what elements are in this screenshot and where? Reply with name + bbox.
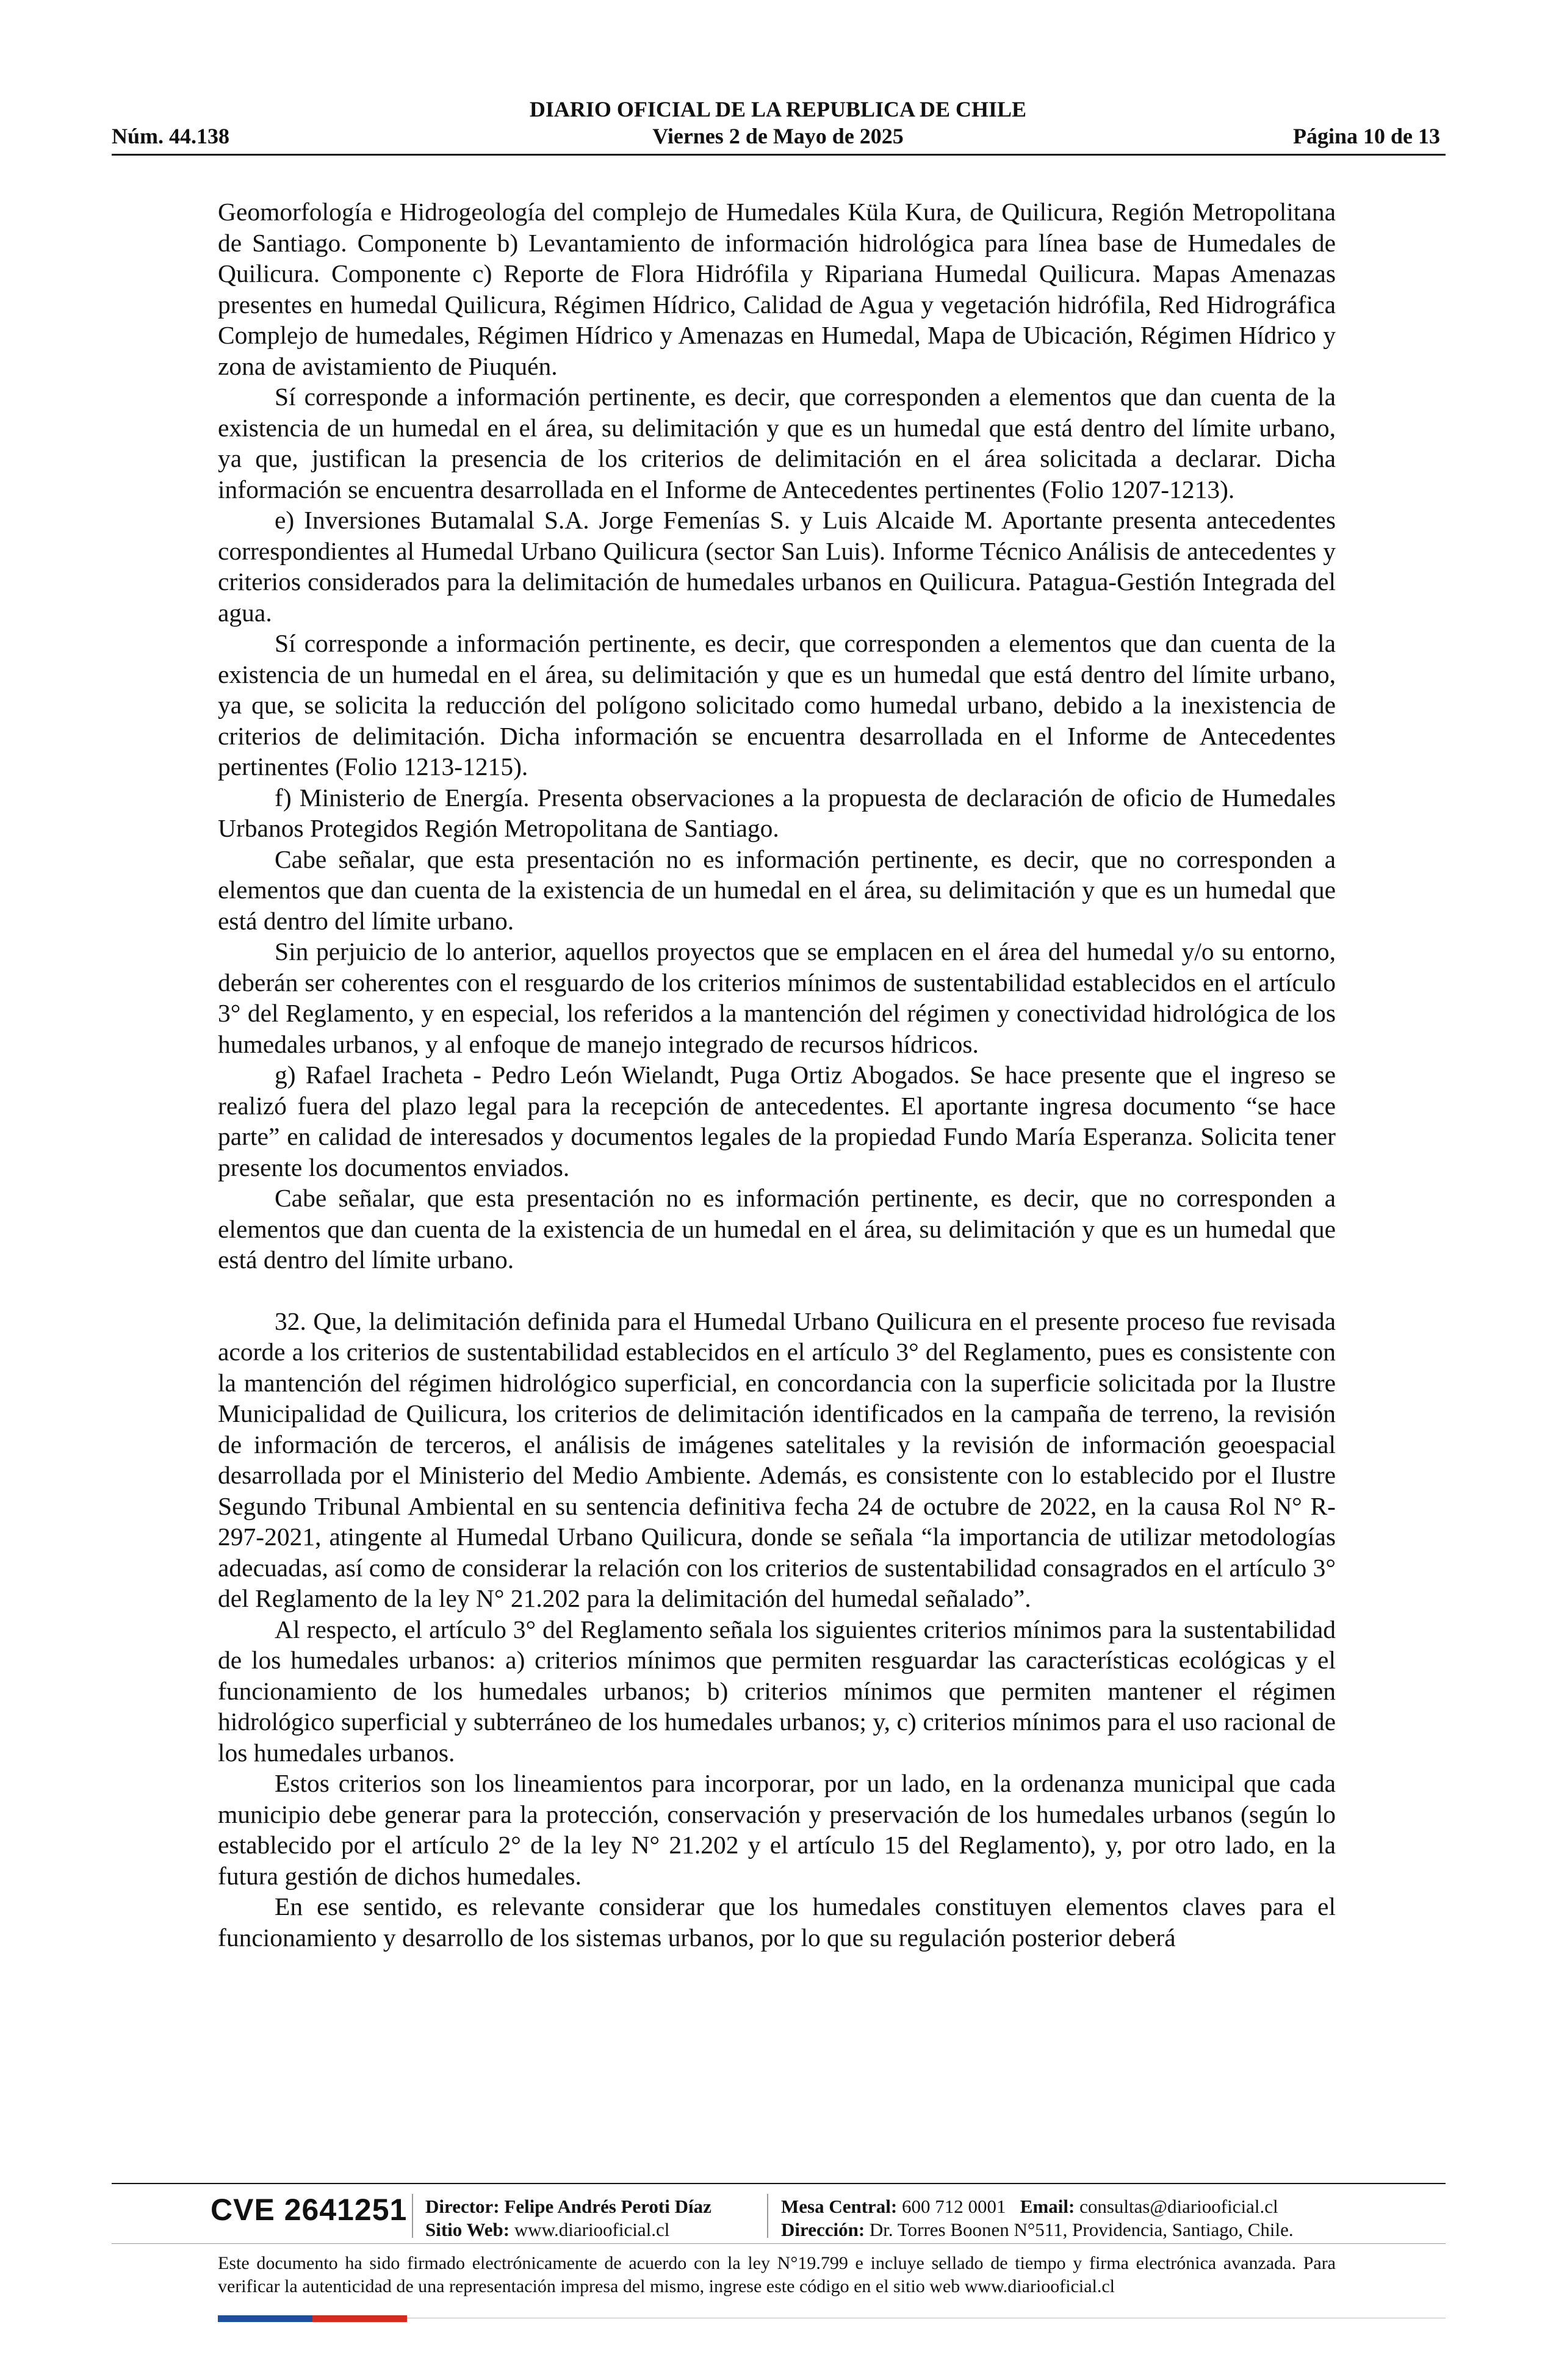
phone-label: Mesa Central: — [781, 2196, 898, 2217]
paragraph: e) Inversiones Butamalal S.A. Jorge Femenías S. y Luis Alcaide M. Aportante presenta antecedentes correspondientes al Humedal Urbano Quilicura (sector San Luis). Informe Técnico Análisis de antecedentes y criterios considerados para la delimitación de humedales urbanos en Quilicura. Patagua-Gestión Integrada del agua. — [218, 506, 1336, 627]
footer-separator — [767, 2194, 768, 2238]
paragraph: f) Ministerio de Energía. Presenta observaciones a la propuesta de declaración de oficio de Humedales Urbanos Protegidos Región Metropolitana de Santiago. — [218, 783, 1336, 842]
footer-rule-secondary — [112, 2243, 1446, 2244]
legal-notice: Este documento ha sido firmado electrónicamente de acuerdo con la ley N°19.799 e incluye sellado de tiempo y firma electrónica avanzada. Para verificar la autenticidad de una representación impresa del mismo, ingrese este código en el sitio web www.diariooficial.cl — [218, 2253, 1336, 2296]
paragraph: Al respecto, el artículo 3° del Reglamento señala los siguientes criterios mínimos para la sustentabilidad de los humedales urbanos: a) criterios mínimos que permiten resguardar las características ecológicas y el funcionamiento de los humedales urbanos; b) criterios mínimos que permiten mantener el régimen hidrológico superficial y subterráneo de los humedales urbanos; y, c) criterios mínimos para el uso racional de los humedales urbanos. — [218, 1615, 1336, 1767]
website-link[interactable]: www.diariooficial.cl — [514, 2219, 670, 2240]
publication-title: DIARIO OFICIAL DE LA REPUBLICA DE CHILE — [529, 97, 1027, 121]
address-value: Dr. Torres Boonen N°511, Providencia, Santiago, Chile. — [869, 2219, 1294, 2240]
paragraph: En ese sentido, es relevante considerar que los humedales constituyen elementos claves para el funcionamiento y desarrollo de los sistemas urbanos, por lo que su regulación posterior deberá — [218, 1892, 1336, 1952]
paragraph: Geomorfología e Hidrogeología del complejo de Humedales Küla Kura, de Quilicura, Región Metropolitana de Santiago. Componente b) Levantamiento de información hidrológica para línea base de Humedales de Quilicura. Componente c) Reporte de Flora Hidrófila y Ripariana Humedal Quilicura. Mapas Amenazas presentes en humedal Quilicura, Régimen Hídrico, Calidad de Agua y vegetación hidrófila, Red Hidrográfica Complejo de humedales, Régimen Hídrico y Amenazas en Humedal, Mapa de Ubicación, Régimen Hídrico y zona de avistamiento de Piuquén. — [218, 198, 1336, 380]
email-label: Email: — [1020, 2196, 1075, 2217]
paragraph: Cabe señalar, que esta presentación no es información pertinente, es decir, que no corresponden a elementos que dan cuenta de la existencia de un humedal en el área, su delimitación y que es un humedal que está dentro del límite urbano. — [218, 1184, 1336, 1274]
issue-number: Núm. 44.138 — [112, 124, 230, 148]
footer-rule — [112, 2183, 1446, 2184]
paragraph: Cabe señalar, que esta presentación no es información pertinente, es decir, que no corresponden a elementos que dan cuenta de la existencia de un humedal en el área, su delimitación y que es un humedal que está dentro del límite urbano. — [218, 845, 1336, 935]
cve-code: CVE 2641251 — [211, 2193, 408, 2227]
paragraph: Estos criterios son los lineamientos para incorporar, por un lado, en la ordenanza municipal que cada municipio debe generar para la protección, conservación y preservación de los humedales urbanos (según lo establecido por el artículo 2° de la ley N° 21.202 y el artículo 15 del Reglamento), y, por otro lado, en la futura gestión de dichos humedales. — [218, 1769, 1336, 1890]
document-body — [218, 197, 1336, 1953]
flag-blue-segment — [218, 2315, 312, 2322]
footer-director-block — [425, 2195, 711, 2241]
director-name: Felipe Andrés Peroti Díaz — [504, 2196, 711, 2217]
flag-color-bar — [218, 2315, 407, 2322]
footer-separator — [412, 2194, 413, 2238]
paragraph: Sí corresponde a información pertinente, es decir, que corresponden a elementos que dan cuenta de la existencia de un humedal en el área, su delimitación y que es un humedal que está dentro del límite urbano, ya que, justifican la presencia de los criterios de delimitación en el área solicitada a declarar. Dicha información se encuentra desarrollada en el Informe de Antecedentes pertinentes (Folio 1207-1213). — [218, 383, 1336, 503]
paragraph: Sin perjuicio de lo anterior, aquellos proyectos que se emplacen en el área del humedal y/o su entorno, deberán ser coherentes con el resguardo de los criterios mínimos de sustentabilidad establecidos en el artículo 3° del Reglamento, y en especial, los referidos a la mantención del régimen y conectividad hidrológica de los humedales urbanos, y al enfoque de manejo integrado de recursos hídricos. — [218, 937, 1336, 1058]
paragraph: 32. Que, la delimitación definida para el Humedal Urbano Quilicura en el presente proceso fue revisada acorde a los criterios de sustentabilidad establecidos en el artículo 3° del Reglamento, pues es consistente con la mantención del régimen hidrológico superficial, en concordancia con la superficie solicitada por la Ilustre Municipalidad de Quilicura, los criterios de delimitación identificados en la campaña de terreno, la revisión de información de terceros, el análisis de imágenes satelitales y la revisión de información geoespacial desarrollada por el Ministerio del Medio Ambiente. Además, es consistente con lo establecido por el Ilustre Segundo Tribunal Ambiental en su sentencia definitiva fecha 24 de octubre de 2022, en la causa Rol N° R-297-2021, atingente al Humedal Urbano Quilicura, donde se señala “la importancia de utilizar metodologías adecuadas, así como de considerar la relación con los criterios de sustentabilidad consagrados en el artículo 3° del Reglamento de la ley N° 21.202 para la delimitación del humedal señalado”. — [218, 1307, 1336, 1612]
director-label: Director: — [425, 2196, 500, 2217]
paragraph-gap — [218, 1275, 1336, 1306]
flag-red-segment — [312, 2315, 407, 2322]
footer-contact-block — [781, 2195, 1294, 2241]
issue-date: Viernes 2 de Mayo de 2025 — [652, 124, 904, 148]
address-label: Dirección: — [781, 2219, 865, 2240]
paragraph: g) Rafael Iracheta - Pedro León Wielandt, Puga Ortiz Abogados. Se hace presente que el ingreso se realizó fuera del plazo legal para la recepción de antecedentes. El aportante ingresa documento “se hace parte” en calidad de interesados y documentos legales de la propiedad Fundo María Esperanza. Solicita tener presente los documentos enviados. — [218, 1061, 1336, 1181]
header-rule — [112, 154, 1446, 156]
paragraph: Sí corresponde a información pertinente, es decir, que corresponden a elementos que dan cuenta de la existencia de un humedal en el área, su delimitación y que es un humedal que está dentro del límite urbano, ya que, se solicita la reducción del polígono solicitado como humedal urbano, debido a la inexistencia de criterios de delimitación. Dicha información se encuentra desarrollada en el Informe de Antecedentes pertinentes (Folio 1213-1215). — [218, 629, 1336, 781]
website-label: Sitio Web: — [425, 2219, 510, 2240]
email-link[interactable]: consultas@diariooficial.cl — [1079, 2196, 1278, 2217]
phone-number: 600 712 0001 — [902, 2196, 1006, 2217]
page-indicator: Página 10 de 13 — [1292, 124, 1440, 148]
